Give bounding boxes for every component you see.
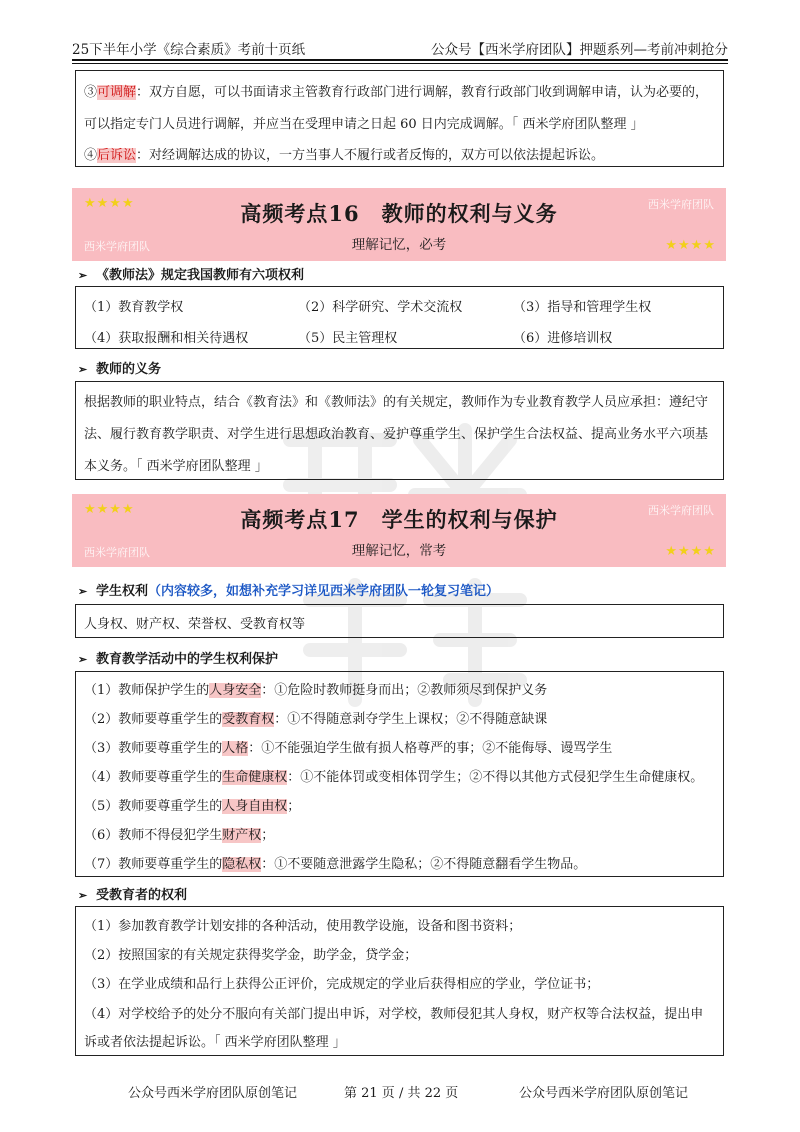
mediation-term: 可调解	[97, 85, 137, 100]
topic-subtitle: 理解记忆，常考	[351, 543, 447, 559]
star-rating-icon: ★★★★	[665, 238, 716, 253]
arrow-bullet-icon: ➢	[78, 585, 88, 598]
rights-protection-box	[75, 671, 724, 877]
topic-banner-16	[72, 188, 726, 261]
litigation-text: ：对经调解达成的协议，一方当事人不履行或者反悔的，双方可以依法提起诉讼。	[136, 148, 605, 163]
arrow-bullet-icon: ➢	[78, 269, 88, 282]
item-number: ③	[84, 85, 98, 100]
highlighted-term: 人格	[222, 741, 249, 756]
dispute-procedure-box	[75, 70, 724, 167]
right-item: （5）民主管理权	[298, 331, 398, 346]
mediation-line	[84, 81, 708, 100]
protection-item	[84, 766, 703, 785]
protection-item	[84, 795, 300, 814]
header-doc-title: 25下半年小学《综合素质》考前十页纸	[72, 42, 306, 58]
protection-item	[84, 679, 547, 698]
duties-line: 根据教师的职业特点，结合《教育法》和《教师法》的有关规定，教师作为专业教育教学人员应承担：遵纪守	[84, 395, 709, 410]
protection-prefix: （7）教师要尊重学生的	[84, 857, 223, 872]
banner-watermark: 西米学府团队	[648, 198, 714, 211]
highlighted-term: 人身自由权	[222, 799, 288, 814]
right-item: （1）教育教学权	[84, 300, 184, 315]
section-heading-student-rights	[78, 580, 499, 599]
banner-watermark: 西米学府团队	[84, 546, 150, 559]
arrow-bullet-icon: ➢	[78, 653, 88, 666]
section-title: 学生权利	[96, 584, 149, 599]
star-rating-icon: ★★★★	[84, 502, 135, 517]
protection-detail: ：①不能强迫学生做有损人格尊严的事；②不能侮辱、谩骂学生	[248, 741, 613, 756]
protection-prefix: （3）教师要尊重学生的	[84, 741, 223, 756]
protection-detail: ：①不要随意泄露学生隐私；②不得随意翻看学生物品。	[261, 857, 587, 872]
topic-banner-17	[72, 494, 726, 567]
mediation-text: ：双方自愿，可以书面请求主管教育行政部门进行调解，教育行政部门收到调解申请，认为必要的，	[136, 85, 709, 100]
section-heading-teacher-rights	[78, 264, 304, 283]
section-heading-rights-protection	[78, 648, 278, 667]
topic-title: 高频考点16 教师的权利与义务	[240, 201, 558, 226]
arrow-bullet-icon: ➢	[78, 363, 88, 376]
litigation-term: 后诉讼	[97, 148, 137, 163]
section-title: 教育教学活动中的学生权利保护	[96, 652, 279, 667]
teacher-duties-box	[75, 381, 724, 480]
highlighted-term: 生命健康权	[222, 770, 288, 785]
right-item: （2）科学研究、学术交流权	[298, 300, 463, 315]
protection-item	[84, 853, 586, 872]
star-rating-icon: ★★★★	[665, 544, 716, 559]
star-rating-icon: ★★★★	[84, 196, 135, 211]
educatee-item: （4）对学校给予的处分不服向有关部门提出申诉，对学校，教师侵犯其人身权，财产权等合法权益，提出申	[84, 1007, 704, 1022]
protection-prefix: （5）教师要尊重学生的	[84, 799, 223, 814]
educatee-item: （3）在学业成绩和品行上获得公正评价，完成规定的学业后获得相应的学业，学位证书；	[84, 977, 600, 992]
section-heading-teacher-duties	[78, 358, 161, 377]
footer-right-note: 公众号西米学府团队原创笔记	[519, 1086, 689, 1101]
section-title: 《教师法》规定我国教师有六项权利	[96, 268, 305, 283]
header-rule-thick	[72, 59, 728, 61]
header-series-title: 公众号【西米学府团队】押题系列—考前冲刺抢分	[431, 42, 728, 58]
section-heading-educatee-rights	[78, 884, 187, 903]
educatee-item: （1）参加教育教学计划安排的各种活动，使用教学设施，设备和图书资料；	[84, 919, 522, 934]
protection-prefix: （6）教师不得侵犯学生	[84, 828, 223, 843]
item-number: ④	[84, 148, 98, 163]
page-number: 第 21 页 / 共 22 页	[344, 1086, 459, 1101]
protection-item	[84, 737, 612, 756]
highlighted-term: 受教育权	[222, 712, 275, 727]
protection-item	[84, 708, 547, 727]
protection-prefix: （1）教师保护学生的	[84, 683, 210, 698]
protection-detail: ：①不得随意剥夺学生上课权；②不得随意缺课	[274, 712, 548, 727]
highlighted-term: 财产权	[222, 828, 262, 843]
student-rights-box	[75, 604, 724, 638]
page-header	[72, 38, 728, 60]
banner-watermark: 西米学府团队	[84, 240, 150, 253]
highlighted-term: 人身安全	[209, 683, 262, 698]
duties-line: 本义务。「 西米学府团队整理 」	[84, 459, 268, 474]
educatee-item: （2）按照国家的有关规定获得奖学金，助学金，贷学金；	[84, 948, 418, 963]
educatee-rights-box	[75, 906, 724, 1056]
section-title: 教师的义务	[96, 362, 162, 377]
protection-detail: ：①危险时教师挺身而出；②教师须尽到保护义务	[261, 683, 548, 698]
protection-item	[84, 824, 274, 843]
header-rule-thin	[72, 63, 728, 64]
protection-detail: ；	[261, 828, 275, 843]
duties-line: 法、履行教育教学职责、对学生进行思想政治教育、爱护尊重学生、保护学生合法权益、提高业务水平六项基	[84, 427, 709, 442]
footer-left-note: 公众号西米学府团队原创笔记	[128, 1086, 298, 1101]
supplement-note: （内容较多，如想补充学习详见西米学府团队一轮复习笔记）	[148, 584, 500, 599]
topic-subtitle: 理解记忆，必考	[351, 237, 447, 253]
right-item: （4）获取报酬和相关待遇权	[84, 331, 249, 346]
protection-detail: ；	[287, 799, 301, 814]
teacher-rights-box	[75, 286, 724, 349]
mediation-line-2: 可以指定专门人员进行调解，并应当在受理申请之日起 60 日内完成调解。「 西米学府团队整理 」	[84, 117, 644, 132]
banner-watermark: 西米学府团队	[648, 504, 714, 517]
protection-prefix: （2）教师要尊重学生的	[84, 712, 223, 727]
student-rights-text: 人身权、财产权、荣誉权、受教育权等	[84, 617, 306, 632]
protection-detail: ：①不能体罚或变相体罚学生；②不得以其他方式侵犯学生生命健康权。	[287, 770, 704, 785]
protection-prefix: （4）教师要尊重学生的	[84, 770, 223, 785]
right-item: （6）进修培训权	[513, 331, 613, 346]
topic-title: 高频考点17 学生的权利与保护	[240, 507, 558, 532]
arrow-bullet-icon: ➢	[78, 889, 88, 902]
highlighted-term: 隐私权	[222, 857, 262, 872]
right-item: （3）指导和管理学生权	[513, 300, 652, 315]
educatee-item: 诉或者依法提起诉讼。「 西米学府团队整理 」	[84, 1035, 346, 1050]
section-title: 受教育者的权利	[96, 888, 188, 903]
litigation-line	[84, 144, 604, 163]
